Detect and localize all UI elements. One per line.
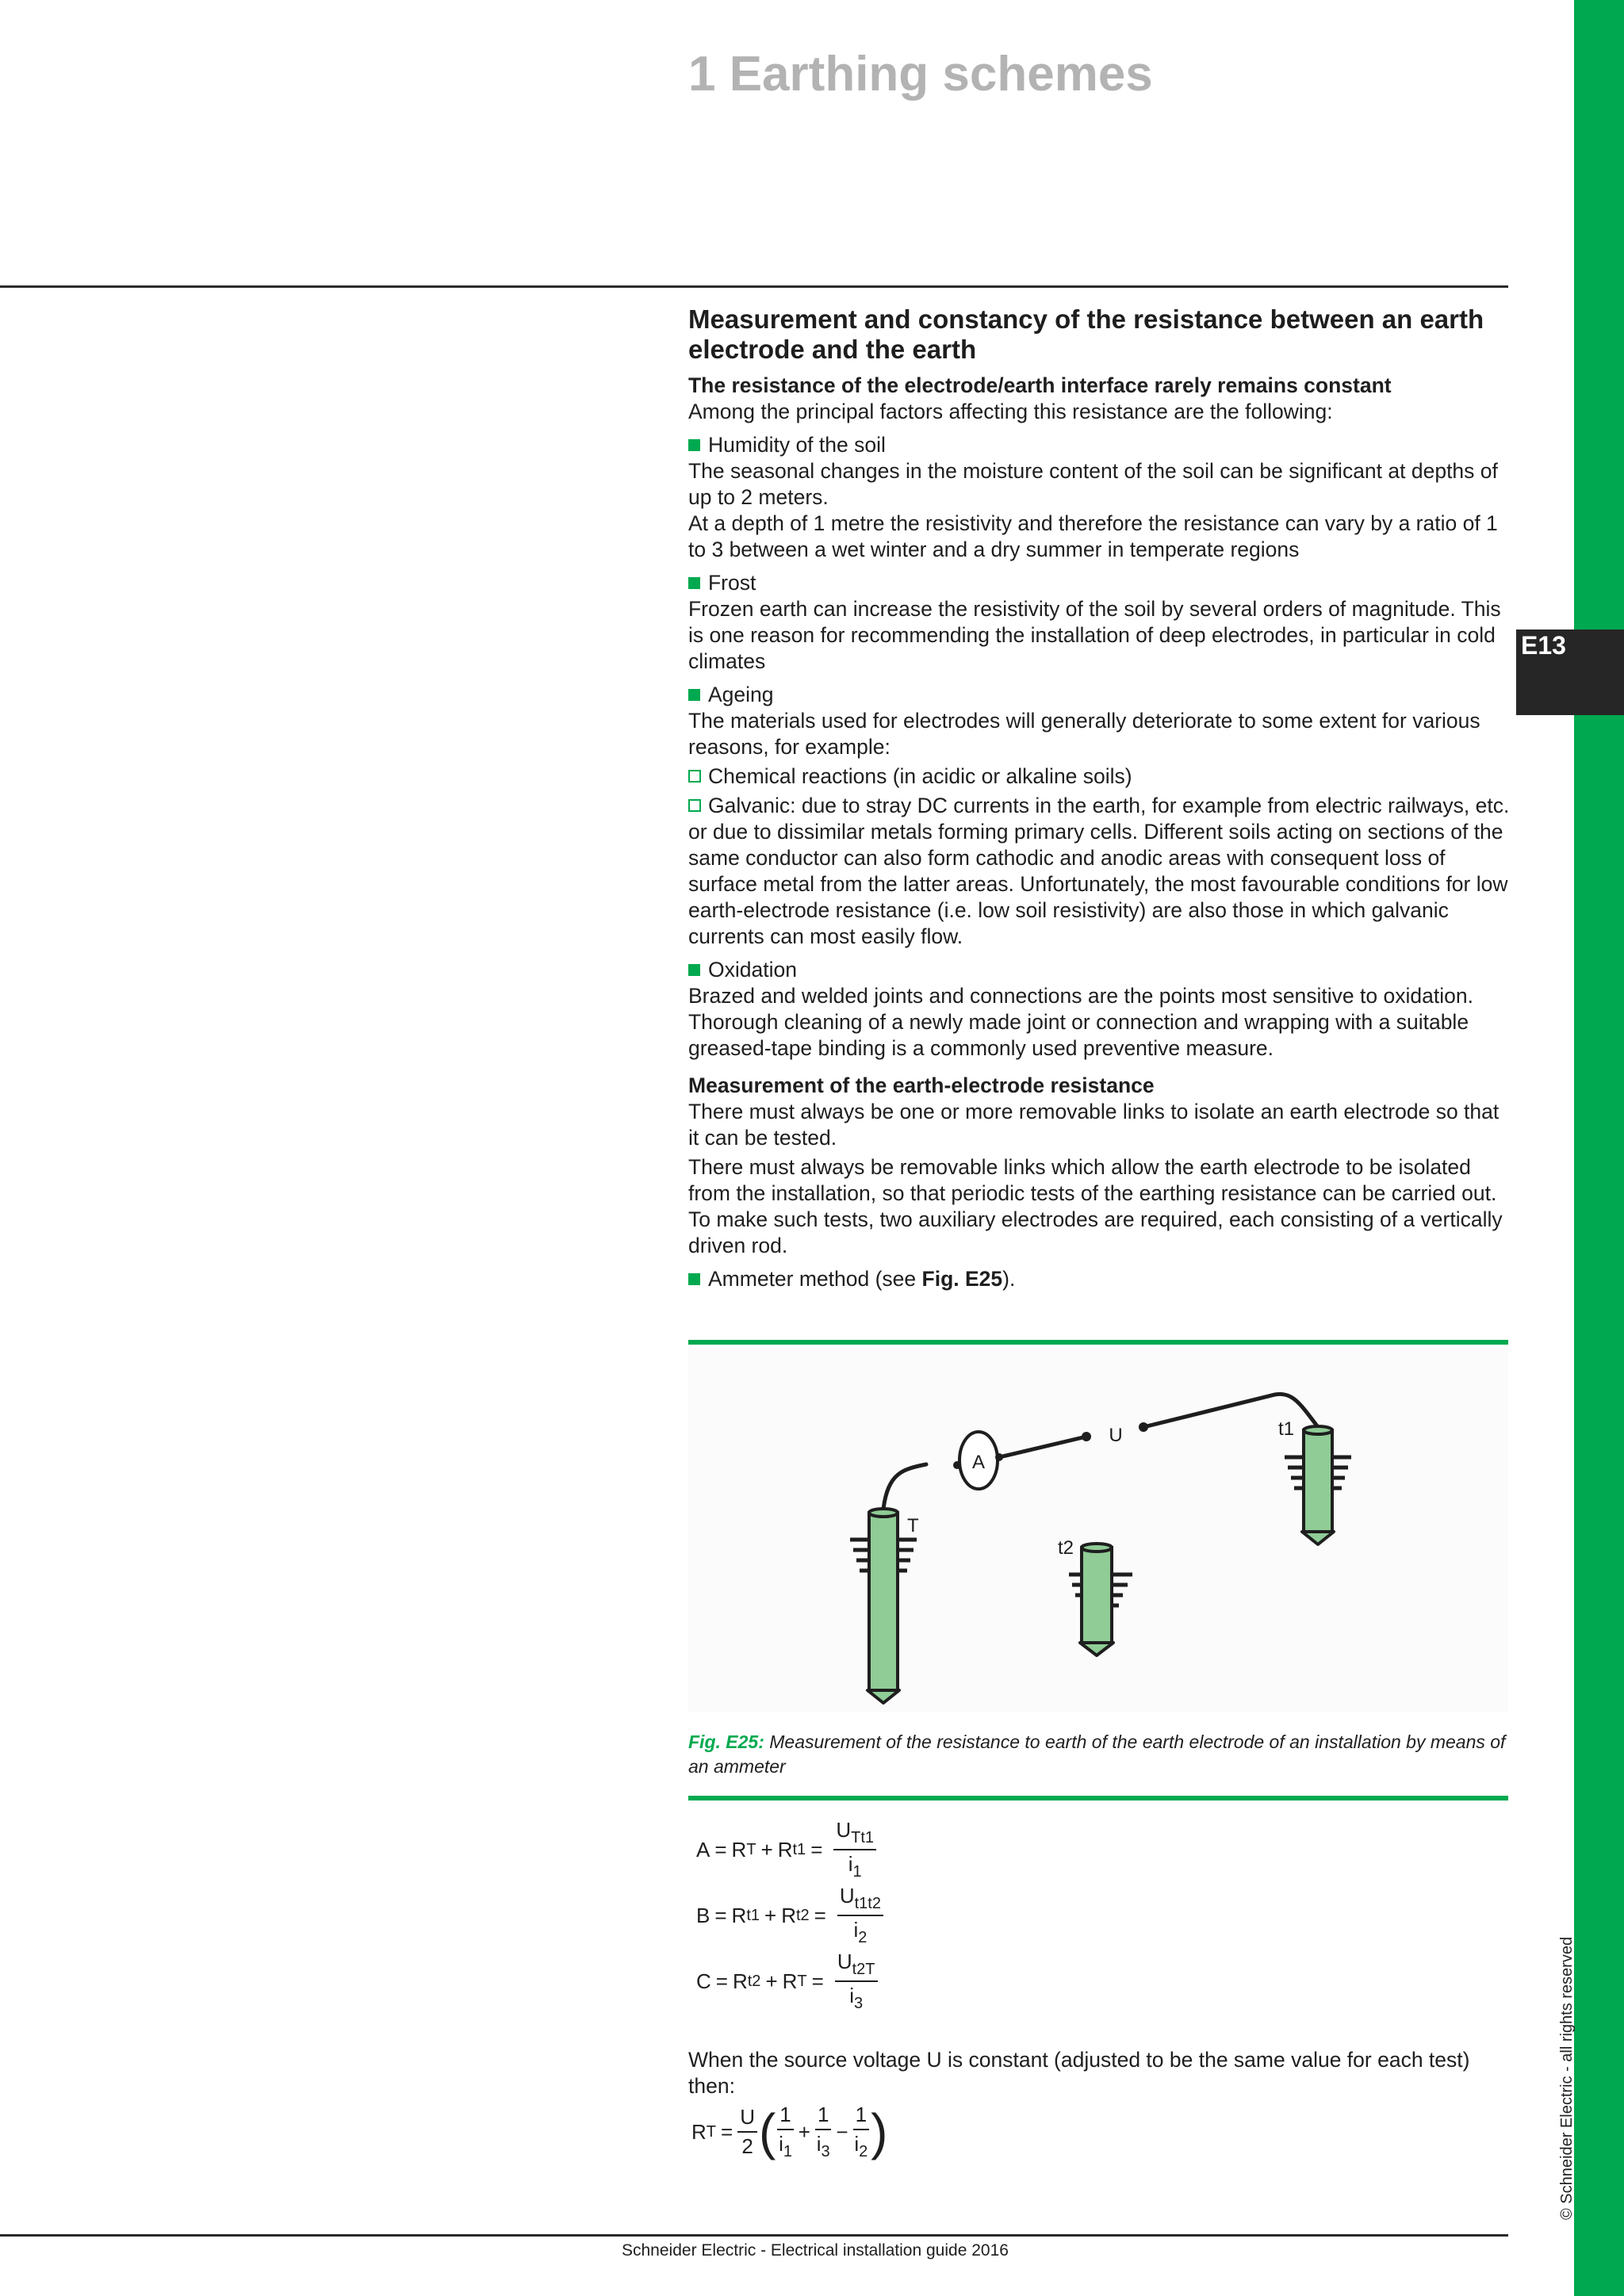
humidity-text-2: At a depth of 1 metre the resistivity and therefore the resistance can vary by a ratio of 1 to 3 between a wet winter and a dry summer in temperate regions [688, 511, 1498, 561]
frost-title: Frost [708, 571, 756, 595]
eq2-term1: R [731, 1903, 747, 1927]
chapter-title: 1 Earthing schemes [688, 47, 1153, 101]
left-paren: ( [758, 2103, 776, 2160]
eq2-denominator-sub: 2 [858, 1929, 868, 1946]
eq1-lhs: A [696, 1837, 710, 1862]
eq2-term1-sub: t1 [746, 1906, 760, 1924]
eq3-numerator-sub: t2T [852, 1961, 875, 1978]
list-item-chemical [688, 763, 1510, 790]
list-item-oxidation [688, 957, 1510, 983]
green-side-bar [1574, 0, 1624, 2296]
oxidation-title: Oxidation [708, 958, 797, 982]
figure-number: Fig. E25: [688, 1732, 764, 1752]
bullet-square-icon [688, 439, 700, 451]
bullet-square-icon [688, 964, 700, 976]
figure-caption-text: Measurement of the resistance to earth of the earth electrode of an installation by means of an ammeter [688, 1732, 1506, 1777]
chemical-text: Chemical reactions (in acidic or alkaline soils) [708, 764, 1132, 788]
eq3-numerator: U [837, 1950, 852, 1973]
eq1-numerator: U [836, 1818, 852, 1842]
ammeter-terminal-right [995, 1453, 1003, 1461]
list-item-ammeter [688, 1266, 1510, 1292]
eq3-term1-sub: t2 [747, 1972, 761, 1990]
rt-i2-sub: 2 [859, 2143, 868, 2160]
equation-c: C = R t2 + R T = $\frac{U_{t2T}}{i_3}$ [696, 1950, 878, 2013]
list-item-ageing [688, 682, 1510, 708]
eq3-lhs: C [696, 1969, 711, 1993]
footer-text: Schneider Electric - Electrical installation guide 2016 [622, 2241, 1009, 2260]
copyright-notice: © Schneider Electric - all rights reserved [1558, 1936, 1576, 2220]
rt-frac-i3 [815, 2103, 831, 2161]
voltage-terminal-left [1082, 1432, 1091, 1441]
rt-lhs-sub: T [706, 2122, 716, 2141]
subheading-resistance: The resistance of the electrode/earth interface rarely remains constant [688, 373, 1392, 397]
electrode-t2 [1058, 1537, 1132, 1655]
equation-a: A = R T + R t1 = $\frac{U_{Tt1}}{i_1}$ [696, 1818, 876, 1881]
eq3-term2-sub: T [797, 1972, 807, 1990]
eq3-term2: R [782, 1969, 798, 1993]
rt-frac-i2 [853, 2103, 869, 2161]
eq2-denominator: i [853, 1918, 859, 1942]
electrode-t2-label: t2 [1058, 1537, 1074, 1559]
page-number-tab [1516, 629, 1624, 715]
electrode-t-label: T [907, 1515, 919, 1536]
list-item-galvanic [688, 793, 1510, 950]
eq1-denominator: i [848, 1852, 853, 1876]
ageing-title: Ageing [708, 683, 774, 706]
humidity-title: Humidity of the soil [708, 433, 886, 457]
eq2-numerator: U [839, 1884, 855, 1908]
voltage-terminal-right [1139, 1422, 1148, 1432]
electrode-t [850, 1509, 919, 1703]
rt-half-fraction [737, 2105, 757, 2159]
rt-half-numerator: U [737, 2105, 757, 2133]
measure-text-1: There must always be one or more removable links to isolate an earth electrode so that it can be tested. [688, 1100, 1500, 1150]
rt-i1-letter: i [779, 2132, 783, 2156]
electrode-t1-label: t1 [1278, 1418, 1295, 1440]
rt-half-denominator: 2 [741, 2134, 753, 2158]
ammeter-label: A [971, 1452, 986, 1473]
wires [883, 1394, 1318, 1509]
eq2-numerator-sub: t1t2 [854, 1895, 881, 1912]
ageing-text: The materials used for electrodes will generally deteriorate to some extent for various reasons, for example: [688, 709, 1480, 759]
bullet-square-icon [688, 577, 700, 589]
rt-frac-i1 [777, 2103, 793, 2161]
rt-i3-sub: 3 [821, 2143, 830, 2160]
bullet-open-square-icon [688, 799, 701, 812]
footer-rule [0, 2234, 1508, 2237]
figure-reference[interactable]: Fig. E25 [921, 1267, 1003, 1291]
figure-bottom-rule [688, 1796, 1508, 1800]
eq1-term1: R [731, 1837, 747, 1862]
main-content [688, 304, 1510, 1292]
bullet-square-icon [688, 689, 700, 701]
ammeter-suffix: ). [1002, 1267, 1016, 1291]
eq2-fraction [837, 1884, 883, 1947]
equation-b: B = R t1 + R t2 = $\frac{U_{t1t2}}{i_2}$ [696, 1884, 883, 1947]
oxidation-text: Brazed and welded joints and connections are the points most sensitive to oxidation. Thorough cleaning of a newly made joint or connection and wrapping with a suitable greased-tape binding is a commonly used preventive measure. [688, 984, 1473, 1060]
eq3-term1: R [732, 1969, 748, 1993]
list-item-humidity [688, 432, 1510, 458]
bullet-square-icon [688, 1273, 700, 1285]
voltage-label: U [1109, 1425, 1123, 1446]
rt-i3-numerator: 1 [815, 2103, 831, 2130]
rt-i2-numerator: 1 [853, 2103, 869, 2130]
eq1-term1-sub: T [746, 1840, 756, 1858]
intro-text: Among the principal factors affecting this resistance are the following: [688, 400, 1333, 423]
rt-i1-numerator: 1 [777, 2103, 793, 2130]
header-rule [0, 285, 1508, 288]
galvanic-text: Galvanic: due to stray DC currents in the earth, for example from electric railways, etc. or due to dissimilar metals forming primary cells. Different soils acting on sections of the same conductor can also form cathodic and anodic areas with consequent loss of surface metal from the latter areas. Unfortunately, the most favourable conditions for low earth-electrode resistance (i.e. low soil resistivity) are also those in which galvanic currents can most easily flow. [688, 794, 1510, 948]
eq1-numerator-sub: Tt1 [851, 1829, 875, 1846]
constant-voltage-text: When the source voltage U is constant (adjusted to be the same value for each test) then: [688, 2048, 1470, 2098]
eq1-fraction [833, 1818, 876, 1881]
eq3-fraction [835, 1950, 878, 2013]
figure-caption [688, 1730, 1508, 1779]
ammeter-prefix: Ammeter method (see [708, 1267, 922, 1291]
rt-lhs: R [691, 2119, 707, 2144]
eq1-term2: R [777, 1837, 793, 1862]
right-paren: ) [871, 2103, 888, 2160]
measure-text-2: There must always be removable links which allow the earth electrode to be isolated from the installation, so that periodic tests of the earthing resistance can be carried out. To make such tests, two auxiliary electrodes are required, each consisting of a vertically driven rod. [688, 1155, 1503, 1257]
eq3-denominator: i [849, 1984, 854, 2007]
ammeter-measurement-diagram [688, 1345, 1508, 1717]
electrode-t1 [1278, 1418, 1351, 1544]
eq1-denominator-sub: 1 [852, 1863, 862, 1881]
rt-i2-letter: i [854, 2132, 860, 2156]
list-item-frost [688, 570, 1510, 596]
eq2-lhs: B [696, 1903, 710, 1927]
eq3-denominator-sub: 3 [853, 1995, 864, 2012]
bullet-open-square-icon [688, 770, 701, 783]
wire-ammeter-to-u [999, 1437, 1086, 1457]
humidity-text-1: The seasonal changes in the moisture content of the soil can be significant at depths of up to 2 meters. [688, 459, 1498, 509]
eq2-term2-sub: t2 [795, 1906, 810, 1924]
page-number: E13 [1521, 631, 1566, 660]
eq2-term2: R [781, 1903, 796, 1927]
rt-i3-letter: i [816, 2132, 822, 2156]
wire-t-to-ammeter [883, 1464, 926, 1509]
rt-i1-sub: 1 [783, 2143, 792, 2160]
equation-rt: R T = $\frac{U}{2}$ ( $\frac{1}{i_1}$ + $\frac{1}{i_3}$ − $\frac{1}{i_2}$ ) [691, 2103, 888, 2160]
eq1-term2-sub: t1 [792, 1840, 806, 1858]
subheading-measurement: Measurement of the earth-electrode resistance [688, 1073, 1155, 1097]
section-heading: Measurement and constancy of the resistance between an earth electrode and the earth [688, 304, 1484, 364]
frost-text: Frozen earth can increase the resistivity of the soil by several orders of magnitude. This is one reason for recommending the installation of deep electrodes, in particular in cold climates [688, 597, 1501, 673]
ammeter-terminal-left [953, 1461, 961, 1469]
